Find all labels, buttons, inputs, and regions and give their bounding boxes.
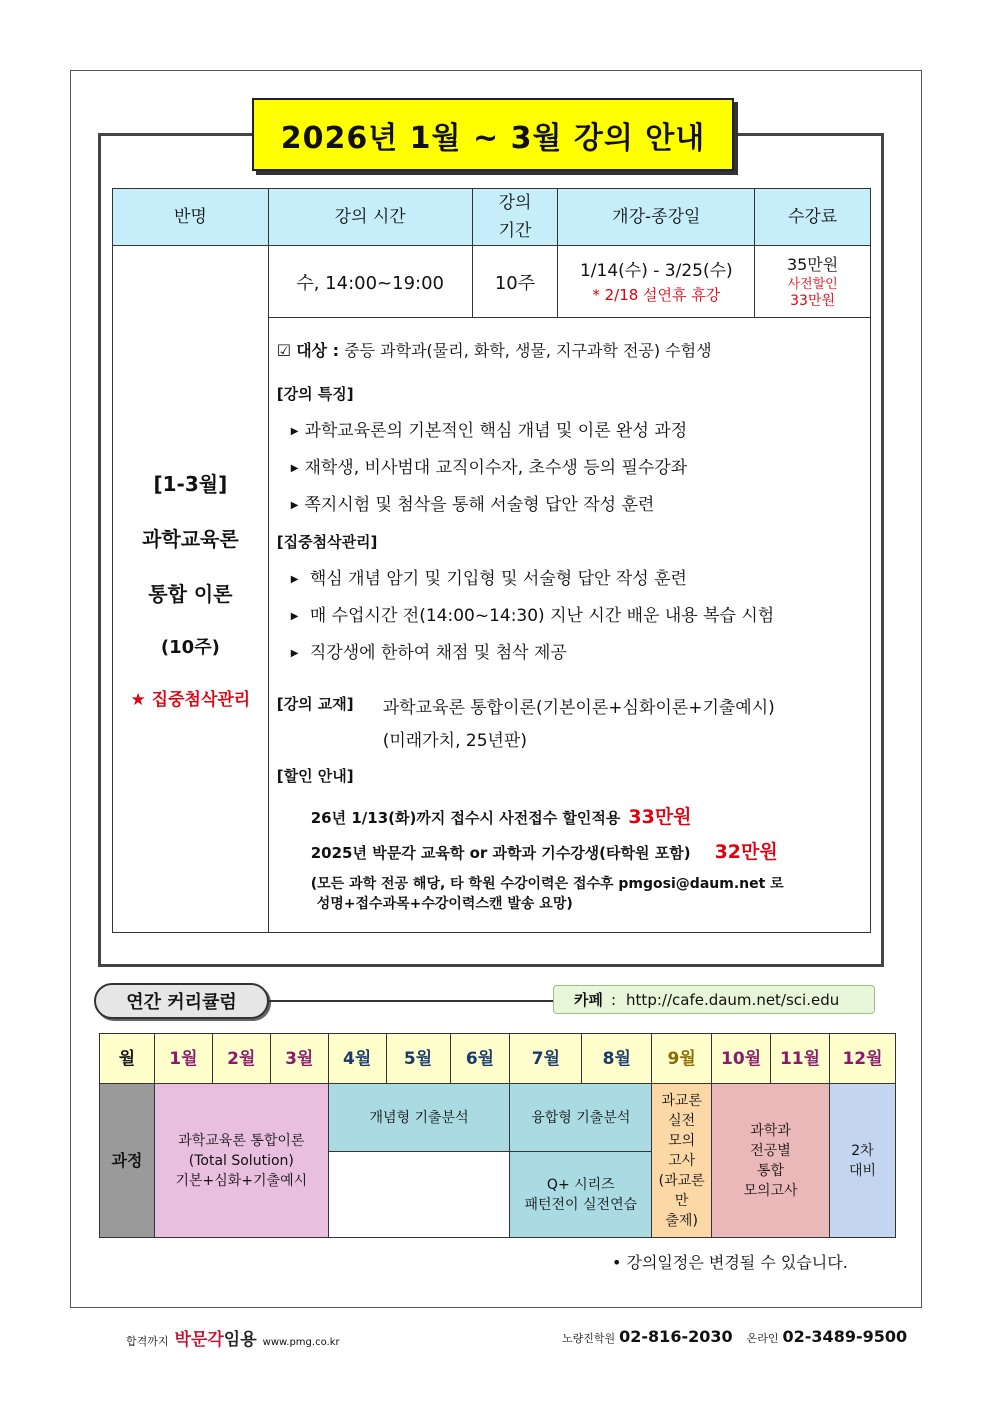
course-empty — [328, 1152, 510, 1238]
course-row-1 — [100, 1084, 896, 1152]
bullet-icon: ▶ — [290, 648, 299, 659]
branch2-phone: 02-3489-9500 — [782, 1327, 908, 1346]
branch2-label: 온라인 — [746, 1332, 779, 1345]
footer-tagline: 합격까지 — [126, 1335, 169, 1348]
class-name-cell — [113, 246, 269, 933]
cafe-box[interactable] — [553, 985, 875, 1014]
month-cell: 2월 — [212, 1034, 270, 1084]
class-duration: 10주 — [472, 246, 558, 318]
textbook-block — [277, 693, 870, 751]
discount-text: 26년 1/13(화)까지 접수시 사전접수 할인적용 — [310, 809, 621, 827]
header-time: 강의 시간 — [268, 189, 472, 246]
early-label: 사전할인 — [787, 276, 838, 292]
footer-logo-black: 임용 — [223, 1330, 257, 1350]
feature-item — [291, 490, 870, 515]
page-title: 2026년 1월 ~ 3월 강의 안내 — [252, 98, 734, 171]
course-second-round: 2차 대비 — [829, 1084, 895, 1238]
info-header-row — [113, 189, 871, 246]
bullet-icon: ▶ — [290, 574, 299, 585]
course-major-mock: 과학과 전공별 통합 모의고사 — [712, 1084, 830, 1238]
discount-amount: 32만원 — [714, 841, 778, 863]
month-cell: 11월 — [771, 1034, 830, 1084]
textbook-label: [강의 교재] — [276, 695, 354, 713]
bullet-icon: ▶ — [290, 463, 299, 474]
month-header: 월 — [100, 1034, 155, 1084]
target-text: 중등 과학과(물리, 화학, 생물, 지구과학 전공) 수험생 — [344, 341, 712, 360]
curriculum-table — [99, 1033, 896, 1238]
header-dates: 개강-종강일 — [558, 189, 755, 246]
course-pattern-practice: Q+ 시리즈 패턴전이 실전연습 — [510, 1152, 652, 1238]
mgmt-item — [291, 601, 870, 626]
mgmt-text: 핵심 개념 암기 및 기입형 및 서술형 답안 작성 훈련 — [309, 569, 687, 589]
feature-item — [291, 453, 870, 478]
cafe-link[interactable]: http://cafe.daum.net/sci.edu — [626, 990, 840, 1009]
class-period: [1-3월] — [153, 472, 228, 496]
footer-logo-red: 박문각 — [174, 1330, 224, 1350]
class-title-1: 과학교육론 — [142, 527, 239, 551]
checkbox-icon: ☑ — [276, 341, 292, 360]
footer-url[interactable]: www.pmg.co.kr — [262, 1337, 340, 1348]
discount-line-2 — [311, 837, 870, 864]
month-cell: 4월 — [328, 1034, 386, 1084]
month-cell: 7월 — [510, 1034, 582, 1084]
discount-line-1 — [311, 802, 870, 829]
features-title: [강의 특징] — [276, 385, 354, 403]
month-cell: 9월 — [652, 1034, 712, 1084]
note-line: 성명+접수과목+수강이력스캔 발송 요망) — [316, 896, 573, 912]
feature-item — [291, 416, 870, 441]
course-header: 과정 — [100, 1084, 155, 1238]
mgmt-item — [291, 564, 870, 589]
schedule-notice: • 강의일정은 변경될 수 있습니다. — [612, 1253, 848, 1272]
branch1-label: 노량진학원 — [562, 1332, 616, 1345]
course-fusion-analysis: 융합형 기출분석 — [510, 1084, 652, 1152]
mgmt-text: 매 수업시간 전(14:00~14:30) 지난 시간 배운 내용 복습 시험 — [309, 606, 775, 626]
textbook-line: 과학교육론 통합이론(기본이론+심화이론+기출예시) — [382, 698, 775, 718]
branch1-phone: 02-816-2030 — [619, 1327, 733, 1346]
month-cell: 8월 — [582, 1034, 652, 1084]
month-cell: 3월 — [270, 1034, 328, 1084]
class-fee-cell — [755, 246, 871, 318]
month-cell: 5월 — [386, 1034, 450, 1084]
mgmt-text: 직강생에 한하여 채점 및 첨삭 제공 — [309, 643, 567, 663]
target-line — [277, 338, 870, 361]
cafe-label: 카페 — [574, 991, 603, 1009]
info-table — [112, 188, 871, 933]
header-class: 반명 — [113, 189, 269, 246]
class-time: 수, 14:00~19:00 — [268, 246, 472, 318]
month-cell: 12월 — [829, 1034, 895, 1084]
course-mock-exam: 과교론 실전 모의 고사 (과교론만 출제) — [652, 1084, 712, 1238]
curriculum-label: 연간 커리큘럼 — [94, 983, 269, 1019]
month-cell: 1월 — [154, 1034, 212, 1084]
bullet-icon: ▶ — [290, 426, 299, 437]
class-dates-cell — [558, 246, 755, 318]
class-fee: 35만원 — [786, 254, 839, 274]
textbook-text — [383, 693, 775, 751]
class-title-2: 통합 이론 — [148, 582, 233, 606]
discount-amount: 33만원 — [628, 806, 692, 828]
class-dates: 1/14(수) - 3/25(수) — [579, 261, 733, 281]
bullet-icon: ▶ — [290, 500, 299, 511]
course-integrated-theory: 과학교육론 통합이론 (Total Solution) 기본+심화+기출예시 — [154, 1084, 328, 1238]
header-fee: 수강료 — [755, 189, 871, 246]
class-weeks: (10주) — [160, 637, 220, 658]
bullet-icon: ▶ — [290, 611, 299, 622]
feature-text: 재학생, 비사범대 교직이수자, 초수생 등의 필수강좌 — [304, 458, 688, 478]
feature-text: 쪽지시험 및 첨삭을 통해 서술형 답안 작성 훈련 — [304, 495, 655, 515]
footer-brand — [126, 1325, 340, 1350]
month-cell: 6월 — [450, 1034, 510, 1084]
header-duration: 강의 기간 — [472, 189, 558, 246]
feature-text: 과학교육론의 기본적인 핵심 개념 및 이론 완성 과정 — [304, 421, 688, 441]
detail-cell — [268, 318, 870, 933]
discount-text: 2025년 박문각 교육학 or 과학과 기수강생(타학원 포함) — [310, 844, 691, 862]
discount-title: [할인 안내] — [276, 767, 354, 785]
month-cell: 10월 — [712, 1034, 771, 1084]
note-line: (모든 과학 전공 해당, 타 학원 수강이력은 접수후 pmgosi@daum.net 로 — [310, 876, 784, 892]
course-concept-analysis: 개념형 기출분석 — [328, 1084, 510, 1152]
curriculum-rule — [269, 1000, 569, 1002]
class-holiday: * 2/18 설연휴 휴강 — [592, 286, 721, 304]
mgmt-title: [집중첨삭관리] — [276, 533, 378, 551]
textbook-line: (미래가치, 25년판) — [382, 731, 527, 751]
footer-contacts — [562, 1327, 921, 1346]
early-fee: 33만원 — [790, 292, 836, 309]
month-row — [100, 1034, 896, 1084]
cafe-colon: : — [610, 990, 617, 1009]
discount-note — [311, 874, 870, 914]
class-feature: ★ 집중첨삭관리 — [130, 690, 251, 710]
info-value-row — [113, 246, 871, 318]
mgmt-item — [291, 638, 870, 663]
target-label: 대상 : — [296, 341, 340, 360]
